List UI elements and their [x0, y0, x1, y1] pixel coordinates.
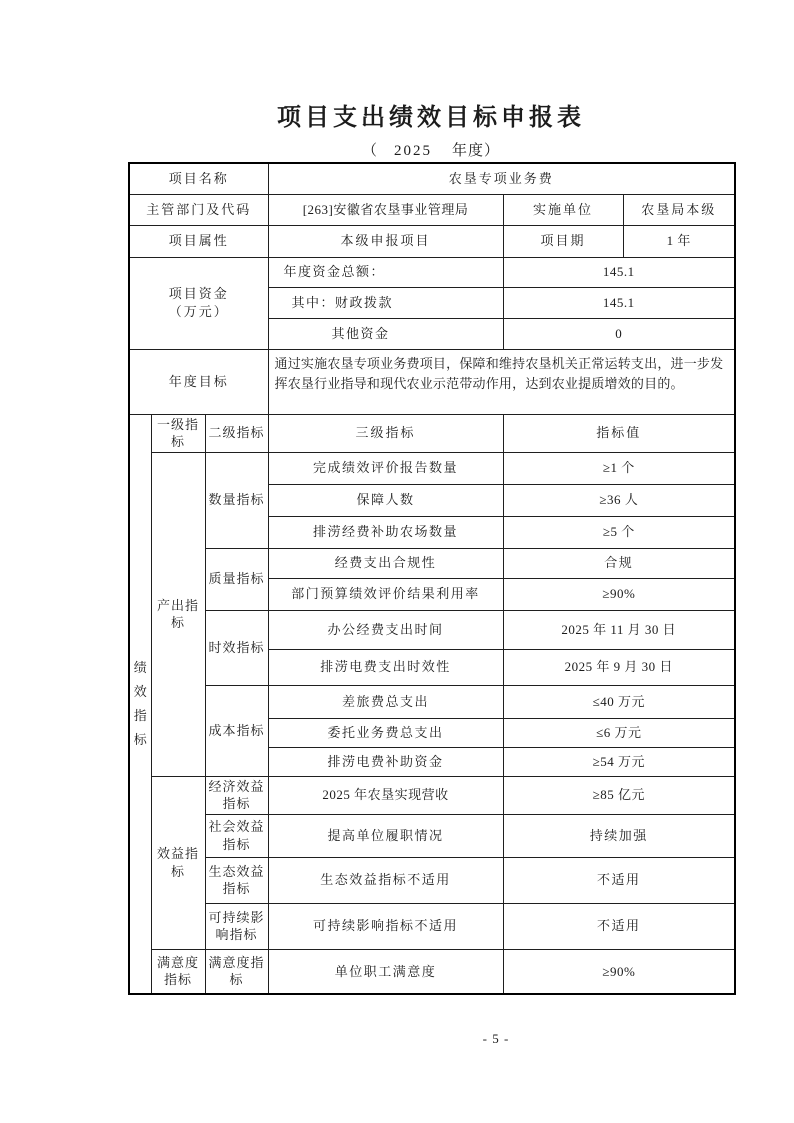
- indicator-l3-cell: 排涝电费支出时效性: [268, 649, 503, 685]
- indicator-l3-cell: 排涝经费补助农场数量: [268, 516, 503, 548]
- indicator-value-cell: ≥36 人: [503, 484, 735, 516]
- indicator-l3-cell: 可持续影响指标不适用: [268, 903, 503, 949]
- indicator-l2-cell: 数量指标: [205, 452, 268, 548]
- performance-indicators-side-label: 绩效指标: [129, 414, 151, 994]
- indicator-value-cell: ≥1 个: [503, 452, 735, 484]
- indicator-value-cell: ≤40 万元: [503, 685, 735, 718]
- project-funds-label-line2: （万元）: [168, 304, 229, 319]
- row-annual-goal: [129, 349, 735, 414]
- fund-item-name: 其中：财政拨款: [268, 287, 503, 318]
- indicator-l2-cell: 可持续影响指标: [205, 903, 268, 949]
- header-level2: 二级指标: [205, 414, 268, 452]
- indicator-row: [129, 949, 735, 994]
- indicator-l3-cell: 提高单位履职情况: [268, 814, 503, 857]
- indicator-value-cell: 不适用: [503, 857, 735, 903]
- project-period-value: 1 年: [623, 225, 735, 257]
- indicator-row: [129, 685, 735, 718]
- indicator-l3-cell: 完成绩效评价报告数量: [268, 452, 503, 484]
- indicator-l2-cell: 成本指标: [205, 685, 268, 776]
- indicator-l2-cell: 经济效益指标: [205, 776, 268, 814]
- indicator-value-cell: ≥90%: [503, 578, 735, 610]
- project-attribute-value: 本级申报项目: [268, 225, 503, 257]
- fund-item-value: 145.1: [503, 257, 735, 287]
- dept-code-value: [263]安徽省农垦事业管理局: [268, 194, 503, 225]
- dept-code-label: 主管部门及代码: [129, 194, 268, 225]
- indicator-row: [129, 903, 735, 949]
- project-name-label: 项目名称: [129, 163, 268, 194]
- indicator-l3-cell: 保障人数: [268, 484, 503, 516]
- project-funds-label: [129, 257, 268, 349]
- indicator-l3-cell: 排涝电费补助资金: [268, 747, 503, 776]
- year-value: 2025: [394, 143, 432, 159]
- row-fund-total: [129, 257, 735, 287]
- declaration-table: [128, 162, 736, 995]
- fund-item-value: 145.1: [503, 287, 735, 318]
- indicator-l2-cell: 质量指标: [205, 548, 268, 610]
- fund-item-name: 其他资金: [268, 318, 503, 349]
- indicator-value-cell: 合规: [503, 548, 735, 578]
- annual-goal-text: 通过实施农垦专项业务费项目，保障和维持农垦机关正常运转支出，进一步发挥农垦行业指导和现代农业示范带动作用，达到农业提质增效的目的。: [268, 349, 735, 414]
- indicator-l2-cell: 时效指标: [205, 610, 268, 685]
- form-title: 项目支出绩效目标申报表: [277, 104, 585, 131]
- indicator-row: [129, 610, 735, 649]
- page-number: - 5 -: [482, 1031, 510, 1046]
- form-year-line: [128, 139, 734, 160]
- fund-item-name: 年度资金总额：: [268, 257, 503, 287]
- project-name-value: 农垦专项业务费: [268, 163, 735, 194]
- header-value: 指标值: [503, 414, 735, 452]
- row-department: [129, 194, 735, 225]
- indicator-row: [129, 548, 735, 578]
- indicator-row: [129, 814, 735, 857]
- indicator-l3-cell: 差旅费总支出: [268, 685, 503, 718]
- indicator-l1-cell: 产出指标: [151, 452, 205, 776]
- indicator-value-cell: ≤6 万元: [503, 718, 735, 747]
- indicator-l2-cell: 满意度指标: [205, 949, 268, 994]
- indicator-l2-cell: 生态效益指标: [205, 857, 268, 903]
- fund-item-value: 0: [503, 318, 735, 349]
- indicator-l3-cell: 部门预算绩效评价结果利用率: [268, 578, 503, 610]
- indicator-l3-cell: 单位职工满意度: [268, 949, 503, 994]
- indicator-value-cell: ≥54 万元: [503, 747, 735, 776]
- indicator-value-cell: ≥5 个: [503, 516, 735, 548]
- indicator-l2-cell: 社会效益指标: [205, 814, 268, 857]
- row-indicator-header: [129, 414, 735, 452]
- indicator-l1-cell: 效益指标: [151, 776, 205, 949]
- impl-unit-value: 农垦局本级: [623, 194, 735, 225]
- year-paren-open: （: [361, 143, 378, 159]
- indicator-row: [129, 857, 735, 903]
- header-level1: 一级指标: [151, 414, 205, 452]
- project-attribute-label: 项目属性: [129, 225, 268, 257]
- indicator-l3-cell: 2025 年农垦实现营收: [268, 776, 503, 814]
- indicator-l3-cell: 委托业务费总支出: [268, 718, 503, 747]
- row-project-name: [129, 163, 735, 194]
- indicator-l3-cell: 生态效益指标不适用: [268, 857, 503, 903]
- indicator-l3-cell: 经费支出合规性: [268, 548, 503, 578]
- indicator-value-cell: 不适用: [503, 903, 735, 949]
- indicator-l1-cell: 满意度指标: [151, 949, 205, 994]
- annual-goal-label: 年度目标: [129, 349, 268, 414]
- indicator-row: [129, 776, 735, 814]
- header-level3: 三级指标: [268, 414, 503, 452]
- indicator-value-cell: 2025 年 9 月 30 日: [503, 649, 735, 685]
- indicator-value-cell: ≥90%: [503, 949, 735, 994]
- row-attribute: [129, 225, 735, 257]
- indicator-value-cell: ≥85 亿元: [503, 776, 735, 814]
- indicator-value-cell: 2025 年 11 月 30 日: [503, 610, 735, 649]
- impl-unit-label: 实施单位: [503, 194, 623, 225]
- indicator-value-cell: 持续加强: [503, 814, 735, 857]
- year-label: 年度）: [452, 143, 501, 159]
- indicator-l3-cell: 办公经费支出时间: [268, 610, 503, 649]
- project-period-label: 项目期: [503, 225, 623, 257]
- indicator-row: [129, 452, 735, 484]
- project-funds-label-line1: 项目资金: [168, 286, 229, 302]
